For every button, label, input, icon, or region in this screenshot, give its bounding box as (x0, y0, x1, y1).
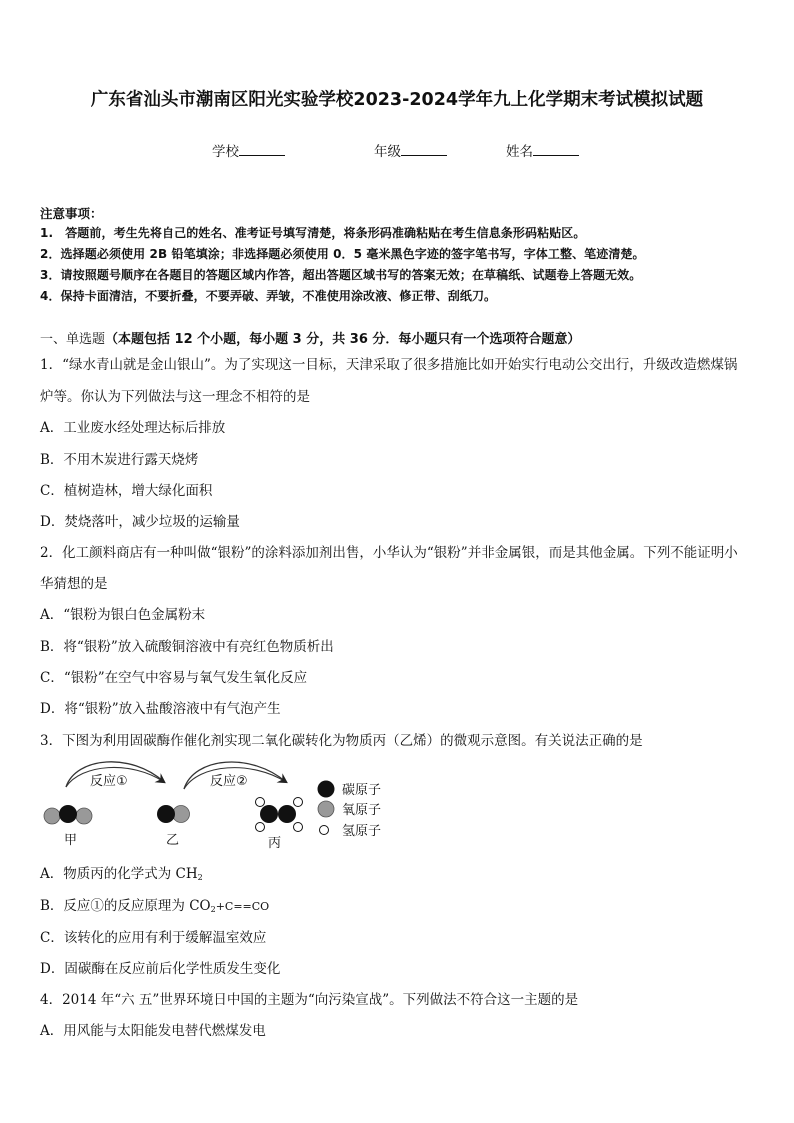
label-bing: 丙 (268, 836, 282, 851)
question-1-option-c[interactable]: C．植树造林，增大绿化面积 (40, 483, 213, 499)
question-2-option-d[interactable]: D．将“银粉”放入盐酸溶液中有气泡产生 (40, 701, 281, 717)
notice-heading: 注意事项： (40, 206, 103, 221)
question-1-stem-cont: 炉等。你认为下列做法与这一理念不相符的是 (40, 389, 310, 405)
grade-blank[interactable] (401, 143, 447, 156)
molecule-bing (256, 798, 303, 832)
question-3-option-b-text: B．反应①的反应原理为 CO (40, 898, 211, 914)
label-yi: 乙 (166, 833, 180, 848)
grade-label: 年级 (374, 144, 401, 160)
legend-carbon-label: 碳原子 (342, 783, 382, 798)
question-4-option-a[interactable]: A．用风能与太阳能发电替代燃煤发电 (40, 1023, 266, 1039)
reaction-2-label: 反应② (210, 774, 248, 789)
question-2-stem-cont: 华猜想的是 (40, 576, 108, 592)
legend-carbon-icon (318, 781, 335, 798)
legend-hydrogen-icon (320, 826, 329, 835)
question-2-stem: 2．化工颜料商店有一种叫做“银粉”的涂料添加剂出售，小华认为“银粉”并非金属银，而是其他金属。下列不能证明小 (40, 545, 738, 561)
question-3-option-a-text: A．物质丙的化学式为 CH (40, 866, 198, 882)
school-field[interactable] (212, 140, 285, 160)
question-1-stem: 1．“绿水青山就是金山银山”。为了实现这一目标，天津采取了很多措施比如开始实行电动公交出行，升级改造燃煤锅 (40, 357, 738, 373)
question-4-stem: 4．2014 年“六 五”世界环境日中国的主题为“向污染宣战”。下列做法不符合这一主题的是 (40, 992, 579, 1008)
question-1-option-a[interactable]: A．工业废水经处理达标后排放 (40, 420, 226, 436)
notice-item: 3．请按照题号顺序在各题目的答题区域内作答，超出答题区域书写的答案无效；在草稿纸、试题卷上答题无效。 (40, 268, 642, 282)
molecule-yi (157, 805, 190, 823)
notice-item: 1. 答题前，考生先将自己的姓名、准考证号填写清楚，将条形码准确粘贴在考生信息条形码粘贴区。 (40, 226, 586, 240)
question-2-option-c[interactable]: C．“银粉”在空气中容易与氧气发生氧化反应 (40, 670, 308, 686)
label-jia: 甲 (64, 833, 78, 848)
molecule-jia (44, 805, 92, 824)
legend-hydrogen-label: 氢原子 (342, 824, 382, 839)
notice-item: 4．保持卡面清洁，不要折叠，不要弄破、弄皱，不准使用涂改液、修正带、刮纸刀。 (40, 289, 497, 303)
notice-item: 2．选择题必须使用 2B 铅笔填涂；非选择题必须使用 0．5 毫米黑色字迹的签字笔书写，字体工整、笔迹清楚。 (40, 247, 645, 261)
question-3-option-a-sub: 2 (197, 873, 203, 882)
page-title: 广东省汕头市潮南区阳光实验学校2023-2024学年九上化学期末考试模拟试题 (90, 90, 704, 110)
name-field[interactable] (506, 140, 579, 160)
question-3-option-a[interactable] (40, 862, 203, 882)
question-3-stem: 3．下图为利用固碳酶作催化剂实现二氧化碳转化为物质丙（乙烯）的微观示意图。有关说法正确的是 (40, 733, 643, 749)
school-blank[interactable] (239, 143, 285, 156)
question-3-option-b-sub: 2 (210, 905, 216, 914)
legend-oxygen-icon (318, 801, 334, 817)
name-label: 姓名 (506, 144, 533, 160)
reaction-1-label: 反应① (90, 774, 128, 789)
section-desc: （本题包括 12 个小题，每小题 3 分，共 36 分．每小题只有一个选项符合题意） (105, 332, 581, 347)
section-title: 一、单选题 (40, 332, 106, 347)
question-3-option-d[interactable]: D．固碳酶在反应前后化学性质发生变化 (40, 961, 281, 977)
diagram-legend (318, 781, 382, 840)
name-blank[interactable] (533, 143, 579, 156)
section-heading (40, 328, 580, 347)
grade-field[interactable] (374, 140, 447, 160)
question-2-option-b[interactable]: B．将“银粉”放入硫酸铜溶液中有亮红色物质析出 (40, 639, 334, 655)
question-3-option-b-tail: +C==CO (215, 900, 270, 913)
question-1-option-d[interactable]: D．焚烧落叶，减少垃圾的运输量 (40, 514, 240, 530)
question-2-option-a[interactable]: A．“银粉为银白色金属粉末 (40, 607, 206, 623)
question-1-option-b[interactable]: B．不用木炭进行露天烧烤 (40, 452, 199, 468)
question-3-option-c[interactable]: C．该转化的应用有利于缓解温室效应 (40, 930, 267, 946)
legend-oxygen-label: 氧原子 (342, 803, 382, 818)
question-3-option-b[interactable] (40, 894, 269, 914)
reaction-diagram (36, 752, 416, 857)
school-label: 学校 (212, 144, 239, 160)
